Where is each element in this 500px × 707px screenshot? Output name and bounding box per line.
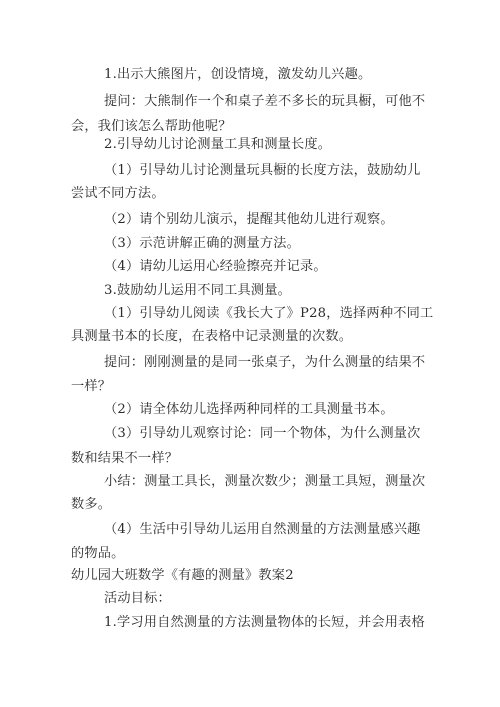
lesson-plan-title: 幼儿园大班数学《有趣的测量》教案2	[71, 568, 294, 583]
question-text: 提问：大熊制作一个和桌子差不多长的玩具橱，可他不	[104, 94, 426, 109]
step-3-item-2: （2）请全体幼儿选择两种同样的工具测量书本。	[104, 402, 394, 417]
step-3-item-3: （3）引导幼儿观察讨论：同一个物体，为什么测量次	[104, 426, 421, 441]
step-1-text: 1.出示大熊图片，创设情境，激发幼儿兴趣。	[104, 67, 372, 82]
step-3-item-4: （4）生活中引导幼儿运用自然测量的方法测量感兴趣	[104, 522, 421, 537]
question-text-cont: 会，我们该怎么帮助他呢？	[71, 119, 232, 134]
step-3-item-1-cont: 具测量书本的长度，在表格中记录测量的次数。	[71, 329, 353, 344]
step-2-item-4: （4）请幼儿运用心经验擦亮并记录。	[104, 259, 327, 274]
step-2-item-1: （1）引导幼儿讨论测量玩具橱的长度方法，鼓励幼儿	[104, 163, 421, 178]
step-2-item-1-cont: 尝试不同方法。	[71, 186, 165, 201]
step-3-item-4-cont: 的物品。	[71, 546, 125, 561]
question-2-text-cont: 一样？	[71, 379, 112, 394]
step-3-item-1: （1）引导幼儿阅读《我长大了》P28，选择两种不同工	[104, 306, 434, 321]
goal-1-text: 1.学习用自然测量的方法测量物体的长短，并会用表格	[104, 615, 425, 630]
step-2-text: 2.引导幼儿讨论测量工具和测量长度。	[104, 137, 332, 152]
step-2-item-3: （3）示范讲解正确的测量方法。	[104, 236, 301, 251]
step-2-item-2: （2）请个别幼儿演示，提醒其他幼儿进行观察。	[104, 212, 394, 227]
question-2-text: 提问：刚刚测量的是同一张桌子，为什么测量的结果不	[104, 355, 426, 370]
step-3-text: 3.鼓励幼儿运用不同工具测量。	[104, 283, 292, 298]
summary-text: 小结：测量工具长，测量次数少；测量工具短，测量次	[104, 474, 426, 489]
step-3-item-3-cont: 数和结果不一样？	[71, 451, 179, 466]
activity-goals-label: 活动目标：	[104, 591, 171, 606]
summary-text-cont: 数多。	[71, 497, 112, 512]
